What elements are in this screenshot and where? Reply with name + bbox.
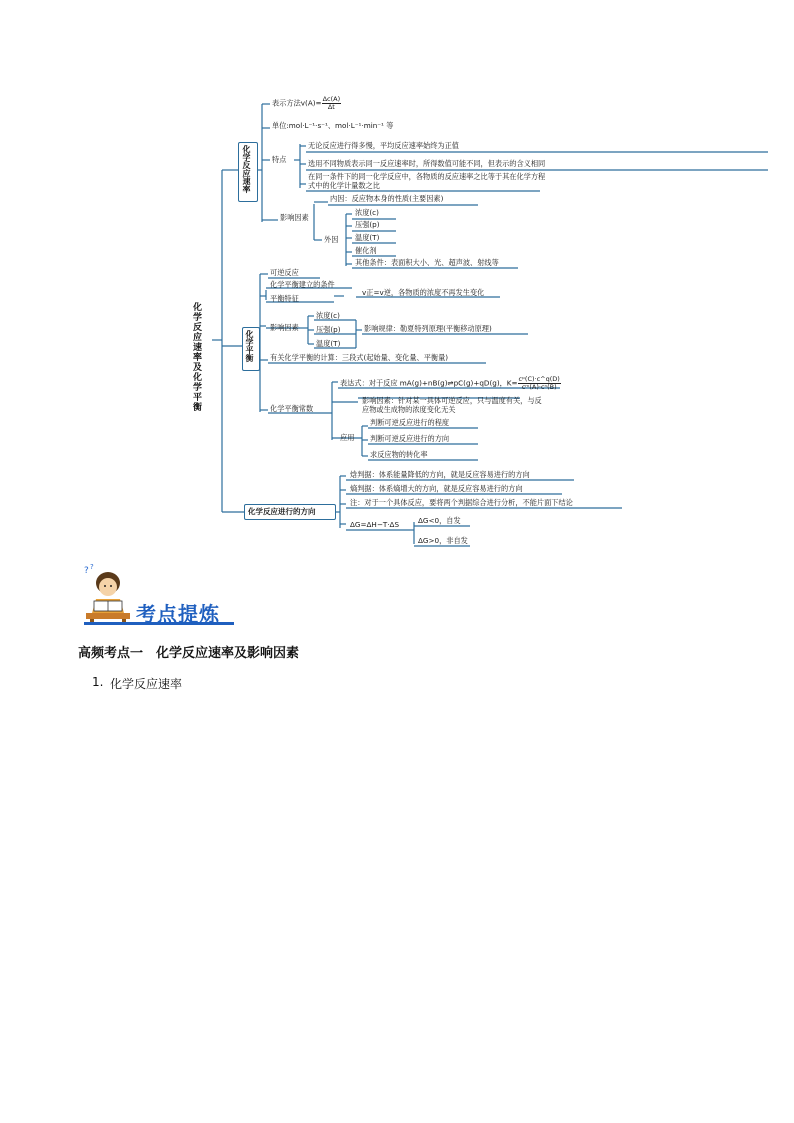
enthalpy-criterion: 焓判据：体系能量降低的方向，就是反应容易进行的方向 [350, 470, 530, 479]
list-item-number: 1. [92, 675, 104, 689]
rate-external-item: 浓度(c) [355, 208, 379, 217]
rate-external-item: 压强(p) [355, 220, 380, 229]
equilibrium-factors-label: 影响因素 [270, 323, 299, 332]
rate-expression: 表示方法v(A)= $\frac{\Delta c(A)}{\Delta t}$ [272, 95, 341, 111]
k-factor-line: 影响因素：针对某一具体可逆反应，只与温度有关，与反 [362, 396, 542, 405]
svg-text:?: ? [84, 566, 89, 576]
k-apply-item: 判断可逆反应进行的方向 [370, 434, 450, 443]
student-reading-icon [80, 563, 136, 625]
list-item-text: 化学反应速率 [110, 677, 183, 691]
rate-feature-item: 在同一条件下的同一化学反应中，各物质的反应速率之比等于其在化学方程 [308, 172, 546, 181]
rate-external-label: 外因 [324, 235, 339, 244]
rate-feature-label: 特点 [272, 155, 287, 164]
rate-unit: 单位:mol·L⁻¹·s⁻¹、mol·L⁻¹·min⁻¹ 等 [272, 121, 394, 130]
gibbs-negative: ΔG<0，自发 [418, 516, 461, 525]
k-expression: 表达式：对于反应 mA(g)+nB(g)⇌pC(g)+qD(g)，K= $\frac{\text{cᵖ(C)·c\textasciicircum{}q(D)}}{\text{cᵐ(A)·cⁿ(B)}}$ [340, 375, 560, 391]
rate-external-item: 温度(T) [355, 233, 380, 242]
k-apply-item: 求反应物的转化率 [370, 450, 428, 459]
equilibrium-factor-item: 压强(p) [316, 325, 341, 334]
equilibrium-constant-label: 化学平衡常数 [270, 404, 314, 413]
banner-title: 考点提炼 [136, 602, 220, 626]
rate-feature-item: 式中的化学计量数之比 [308, 181, 380, 190]
equilibrium-calculation: 有关化学平衡的计算：三段式(起始量、变化量、平衡量) [270, 353, 449, 362]
equilibrium-characteristic: 平衡特征 [270, 294, 299, 303]
direction-branch-label: 化学反应进行的方向 [248, 507, 316, 516]
rate-external-item: 其他条件：表面积大小、光、超声波、射线等 [355, 258, 499, 267]
rate-branch-label: 化学反应速率 [242, 145, 251, 193]
svg-text:?: ? [90, 563, 94, 571]
k-apply-label: 应用 [340, 433, 355, 442]
equilibrium-factor-item: 浓度(c) [316, 311, 340, 320]
rate-internal-factor: 内因：反应物本身的性质(主要因素) [330, 194, 444, 203]
reversible-reaction: 可逆反应 [270, 268, 299, 277]
gibbs-positive: ΔG>0，非自发 [418, 536, 468, 545]
direction-note: 注：对于一个具体反应，要将两个判据综合进行分析，不能片面下结论 [350, 498, 573, 507]
equilibrium-law: 影响规律：勒夏特列原理(平衡移动原理) [364, 324, 492, 333]
equilibrium-condition: 化学平衡建立的条件 [270, 280, 335, 289]
rate-feature-item: 选用不同物质表示同一反应速率时，所得数值可能不同，但表示的含义相同 [308, 159, 546, 168]
equilibrium-branch-label: 化学平衡 [245, 330, 254, 362]
k-factor-line: 应物或生成物的浓度变化无关 [362, 405, 456, 414]
gibbs-equation: ΔG=ΔH−T·ΔS [350, 520, 400, 529]
rate-external-item: 催化剂 [355, 246, 377, 255]
k-apply-item: 判断可逆反应进行的程度 [370, 418, 450, 427]
rate-factors-label: 影响因素 [280, 213, 309, 222]
entropy-criterion: 熵判据：体系熵增大的方向，就是反应容易进行的方向 [350, 484, 523, 493]
rate-feature-item: 无论反应进行得多慢，平均反应速率始终为正值 [308, 141, 459, 150]
equilibrium-factor-item: 温度(T) [316, 339, 341, 348]
section-heading: 高频考点一 化学反应速率及影响因素 [78, 646, 300, 661]
mindmap-root-title: 化学反应速率及化学平衡 [191, 302, 201, 412]
equilibrium-characteristic-desc: v正=v逆，各物质的浓度不再发生变化 [362, 288, 485, 297]
